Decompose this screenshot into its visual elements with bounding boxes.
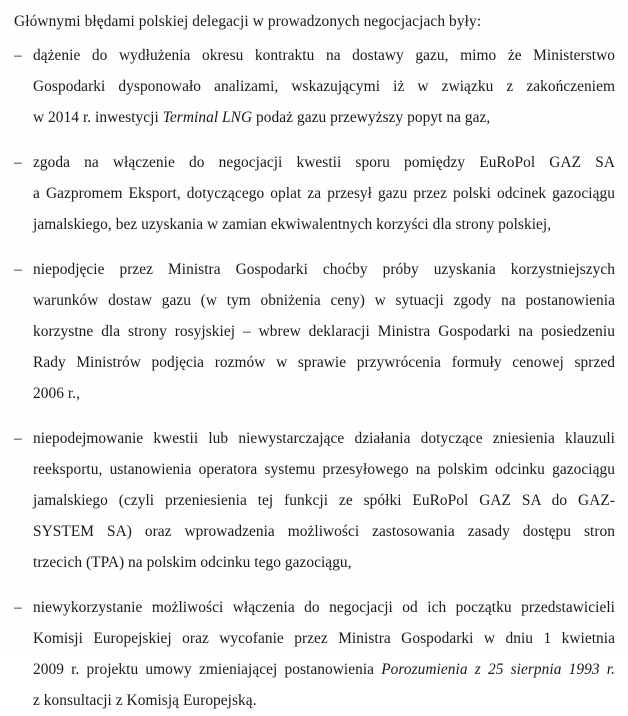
italic-title-run: Terminal LNG xyxy=(162,109,253,126)
text-line: reeksportu, ustanowienia operatora systemu przesyłowego na polskim odcinku gazociągu xyxy=(33,461,615,478)
intro-paragraph: Głównymi błędami polskiej delegacji w prowadzonych negocjacjach były: xyxy=(14,13,482,30)
text-line: niepodejmowanie kwestii lub niewystarczające działania dotyczące zniesienia klauzuli xyxy=(33,430,615,447)
text-line: SYSTEM SA) oraz wprowadzenia możliwości zastosowania zasady dostępu stron xyxy=(33,523,615,540)
text-line: jamalskiego, bez uzyskania w zamian ekwiwalentnych korzyści dla strony polskiej, xyxy=(33,216,552,233)
bullet-item xyxy=(0,254,628,409)
paragraph-spacer xyxy=(0,133,628,147)
italic-title-run: Porozumienia z 25 sierpnia 1993 r. xyxy=(381,661,615,678)
text-line: dążenie do wydłużenia okresu kontraktu na dostawy gazu, mimo że Ministerstwo xyxy=(33,47,615,64)
text-line: niewykorzystanie możliwości włączenia do negocjacji od ich początku przedstawicieli xyxy=(33,599,615,616)
paragraph-spacer xyxy=(0,409,628,423)
text-run: podaż gazu przewyższy popyt na gaz, xyxy=(252,109,491,126)
text-line: jamalskiego (czyli przeniesienia tej funkcji ze spółki EuRoPol GAZ SA do GAZ- xyxy=(33,492,615,509)
text-line: niepodjęcie przez Ministra Gospodarki choćby próby uzyskania korzystniejszych xyxy=(33,261,615,278)
bullet-dash-marker: – xyxy=(14,599,22,616)
bullet-text-block xyxy=(33,592,615,716)
bullet-dash-marker: – xyxy=(14,154,22,171)
text-run: w 2014 r. inwestycji xyxy=(33,109,163,126)
text-line: zgoda na włączenie do negocjacji kwestii sporu pomiędzy EuRoPol GAZ SA xyxy=(33,154,615,171)
paragraph-spacer xyxy=(0,578,628,592)
bullet-item xyxy=(0,147,628,240)
bullet-dash-marker: – xyxy=(14,261,22,278)
text-line: z konsultacji z Komisją Europejską. xyxy=(33,692,257,709)
text-line: Rady Ministrów podjęcia rozmów w sprawie przywrócenia formuły cenowej sprzed xyxy=(33,354,615,371)
text-line: Gospodarki dysponowało analizami, wskazującymi iż w związku z zakończeniem xyxy=(33,78,615,95)
text-line: a Gazpromem Eksport, dotyczącego oplat za przesył gazu przez polski odcinek gazociągu xyxy=(33,185,615,202)
bullet-text-block xyxy=(33,147,615,240)
bullet-text-block xyxy=(33,40,615,133)
text-line xyxy=(33,102,615,133)
bullet-text-block xyxy=(33,423,615,578)
paragraph-spacer xyxy=(0,240,628,254)
text-line: korzystne dla strony rosyjskiej – wbrew deklaracji Ministra Gospodarki na posiedzeniu xyxy=(33,323,615,340)
text-line: warunków dostaw gazu (w tym obniżenia ceny) w sytuacji zgody na postanowienia xyxy=(33,292,615,309)
bullet-dash-marker: – xyxy=(14,430,22,447)
bullet-text-block xyxy=(33,254,615,409)
bullet-list xyxy=(0,40,628,716)
text-line: trzecich (TPA) na polskim odcinku tego gazociągu, xyxy=(33,554,352,571)
text-run: 2009 r. projektu umowy zmieniającej postanowienia xyxy=(33,661,382,678)
text-line: Komisji Europejskiej oraz wycofanie przez Ministra Gospodarki w dniu 1 kwietnia xyxy=(33,630,615,647)
bullet-dash-marker: – xyxy=(14,47,22,64)
bullet-item xyxy=(0,592,628,716)
text-line xyxy=(33,654,615,685)
bullet-item xyxy=(0,40,628,133)
text-line: 2006 r., xyxy=(33,385,80,402)
bullet-item xyxy=(0,423,628,578)
